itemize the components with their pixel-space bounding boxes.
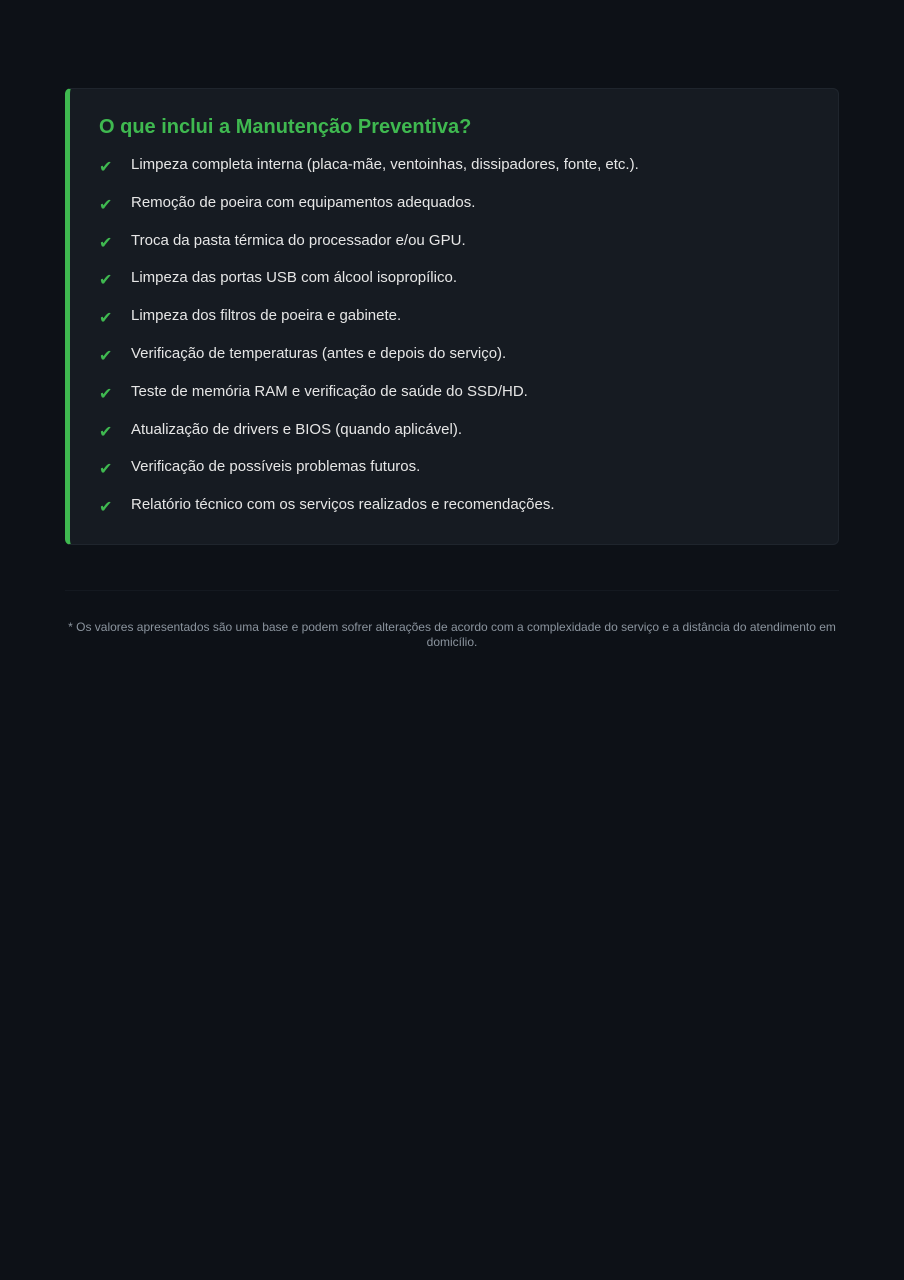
check-icon: ✔ [99, 499, 113, 517]
list-item-label: Limpeza completa interna (placa-mãe, ventoinhas, dissipadores, fonte, etc.). [131, 156, 639, 173]
maintenance-card [65, 88, 839, 545]
pricing-footnote: * Os valores apresentados são uma base e podem sofrer alterações de acordo com a complexidade do serviço e a distância do atendimento em domicílio. [68, 620, 836, 649]
list-item [99, 494, 639, 532]
list-item [99, 267, 639, 305]
section-divider [65, 590, 839, 591]
list-item-label: Limpeza dos filtros de poeira e gabinete. [131, 307, 402, 325]
list-item-label: Verificação de temperaturas (antes e depois do serviço). [131, 344, 507, 362]
check-icon: ✔ [99, 423, 113, 441]
list-item [99, 419, 639, 457]
list-item-label: Atualização de drivers e BIOS (quando aplicável). [131, 420, 463, 438]
list-item-label: Limpeza das portas USB com álcool isopropílico. [131, 269, 457, 287]
check-icon: ✔ [99, 234, 113, 252]
check-icon: ✔ [99, 347, 113, 365]
list-item [99, 230, 639, 268]
list-item [99, 154, 639, 192]
maintenance-list [99, 154, 639, 532]
check-icon: ✔ [99, 310, 113, 328]
list-item-label: Remoção de poeira com equipamentos adequados. [131, 193, 476, 211]
list-item [99, 343, 639, 381]
check-icon: ✔ [99, 196, 113, 214]
check-icon: ✔ [99, 461, 113, 479]
list-item [99, 305, 639, 343]
list-item-label: Troca da pasta térmica do processador e/ou GPU. [131, 231, 466, 249]
list-item [99, 456, 639, 494]
section-title: O que inclui a Manutenção Preventiva? [99, 116, 472, 138]
list-item [99, 192, 639, 230]
list-item [99, 381, 639, 419]
check-icon: ✔ [99, 159, 113, 176]
list-item-label: Relatório técnico com os serviços realizados e recomendações. [131, 496, 555, 514]
check-icon: ✔ [99, 385, 113, 403]
check-icon: ✔ [99, 272, 113, 290]
list-item-label: Verificação de possíveis problemas futuros. [131, 458, 421, 476]
list-item-label: Teste de memória RAM e verificação de saúde do SSD/HD. [131, 382, 528, 400]
